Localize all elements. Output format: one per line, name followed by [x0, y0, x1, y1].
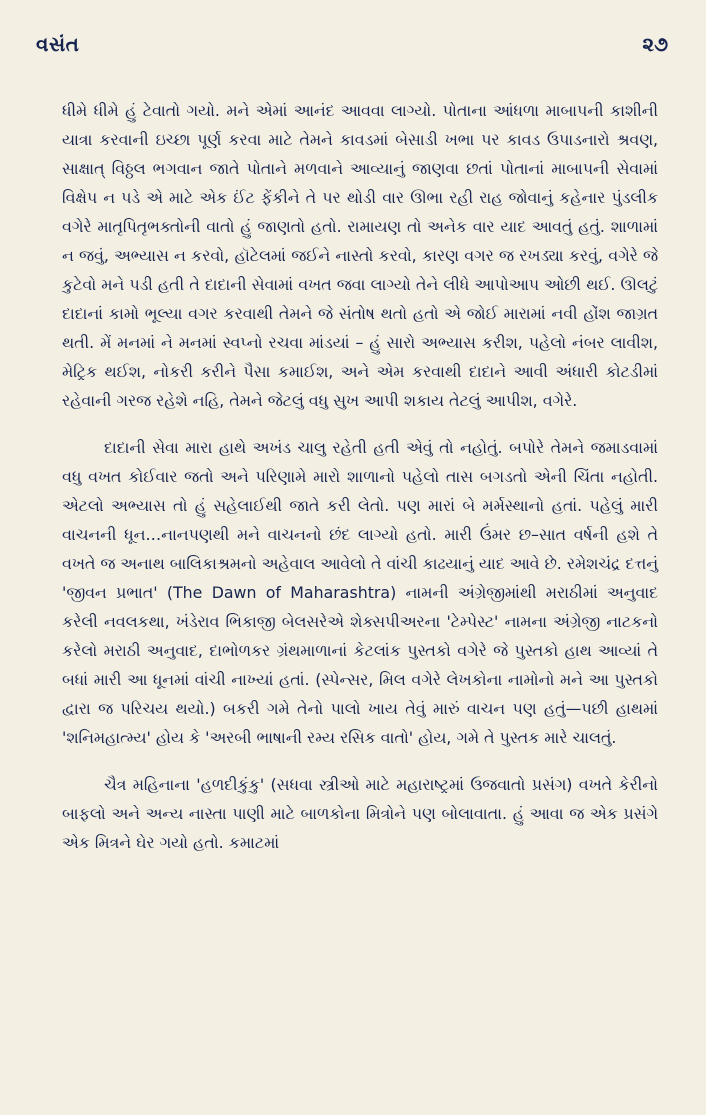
paragraph-3: ચૈત્ર મહિનાના 'હળદીકુંકુ' (સધવા સ્ત્રીઓ માટે મહારાષ્ટ્રમાં ઉજવાતો પ્રસંગ) વખતે કેરીનો બાફલો અને અન્ય નાસ્તા પાણી માટે બાળકોના મિત્રોને પણ બોલાવાતા. હું આવા જ એક પ્રસંગે એક મિત્રને ઘેર ગયો હતો. કમાટમાં — [62, 775, 658, 852]
paragraph-2: દાદાની સેવા મારા હાથે અખંડ ચાલુ રહેતી હતી એવું તો નહોતું. બપોરે તેમને જમાડવામાં વધુ વખત કોઈવાર જતો અને પરિણામે મારો શાળાનો પહેલો તાસ બગડતો એની ચિંતા નહોતી. એટલો અભ્યાસ તો હું સહેલાઈથી જાતે કરી લેતો. પણ મારાં બે મર્મસ્થાનો હતાં. પહેલું મારી વાચનની ધૂન…નાનપણથી મને વાચનનો છંદ લાગ્યો હતો. મારી ઉંમર છ–સાત વર્ષની હશે તે વખતે જ અનાથ બાલિકાશ્રમનો અહેવાલ આવેલો તે વાંચી કાઢયાનું યાદ આવે છે. રમેશચંદ્ર દત્તનું 'જીવન પ્રભાત' (The Dawn of Maharashtra) નામની અંગ્રેજીમાંથી મરાઠીમાં અનુવાદ કરેલી નવલકથા, ખંડેરાવ ભિકાજી બેલસરેએ શેક્સપીઅરના 'ટેમ્પેસ્ટ' નામના અંગ્રેજી નાટકનો કરેલો મરાઠી અનુવાદ, દાભોળકર ગ્રંથમાળાનાં કેટલાંક પુસ્તકો વગેરે જે પુસ્તકો હાથ આવ્યાં તે બધાં મારી આ ધૂનમાં વાંચી નાખ્યાં હતાં. (સ્પેન્સર, મિલ વગેરે લેખકોના નામોનો મને આ પુસ્તકો દ્વારા જ પરિચય થયો.) બકરી ગમે તેનો પાલો ખાય તેવું મારું વાચન પણ હતું—પછી હાથમાં 'શનિમહાત્મ્ય' હોય કે 'અરબી ભાષાની રમ્ય રસિક વાતો' હોય, ગમે તે પુસ્તક મારે ચાલતું. — [62, 438, 658, 747]
body-text — [62, 96, 658, 857]
page-number: ૨૭ — [642, 32, 668, 56]
page-header — [36, 22, 668, 62]
paragraph-1: ધીમે ધીમે હું ટેવાતો ગયો. મને એમાં આનંદ આવવા લાગ્યો. પોતાના આંધળા માબાપની કાશીની યાત્રા કરવાની ઇચ્છા પૂર્ણ કરવા માટે તેમને કાવડમાં બેસાડી ખભા પર કાવડ ઉપાડનારો શ્રવણ, સાક્ષાત્ વિઠ્ઠલ ભગવાન જાતે પોતાને મળવાને આવ્યાનું જાણવા છતાં પોતાનાં માબાપની સેવામાં વિક્ષેપ ન પડે એ માટે એક ઈંટ ફેંકીને તે પર થોડી વાર ઊભા રહી રાહ જોવાનું કહેનાર પુંડલીક વગેરે માતૃપિતૃભક્તોની વાતો હું જાણતો હતો. રામાયણ તો અનેક વાર યાદ આવતું હતું. શાળામાં ન જવું, અભ્યાસ ન કરવો, હૉટેલમાં જઈને નાસ્તો કરવો, કારણ વગર જ રખડ્યા કરવું, વગેરે જે કુટેવો મને પડી હતી તે દાદાની સેવામાં વખત જવા લાગ્યો તેને લીધે આપોઆપ ઓછી થઈ. ઊલટું દાદાનાં કામો ભૂલ્યા વગર કરવાથી તેમને જે સંતોષ થતો હતો એ જોઈ મારામાં નવી હોંશ જાગ્રત થતી. મેં મનમાં ને મનમાં સ્વપ્નો રચવા માંડયાં – હું સારો અભ્યાસ કરીશ, પહેલો નંબર લાવીશ, મેટ્રિક થઈશ, નોકરી કરીને પૈસા કમાઈશ, અને એમ કરવાથી દાદાને આવી અંધારી કોટડીમાં રહેવાની ગરજ રહેશે નહિ, તેમને જેટલું વધુ સુખ આપી શકાય તેટલું આપીશ, વગેરે. — [62, 101, 658, 410]
running-title: વસંત — [36, 32, 80, 56]
